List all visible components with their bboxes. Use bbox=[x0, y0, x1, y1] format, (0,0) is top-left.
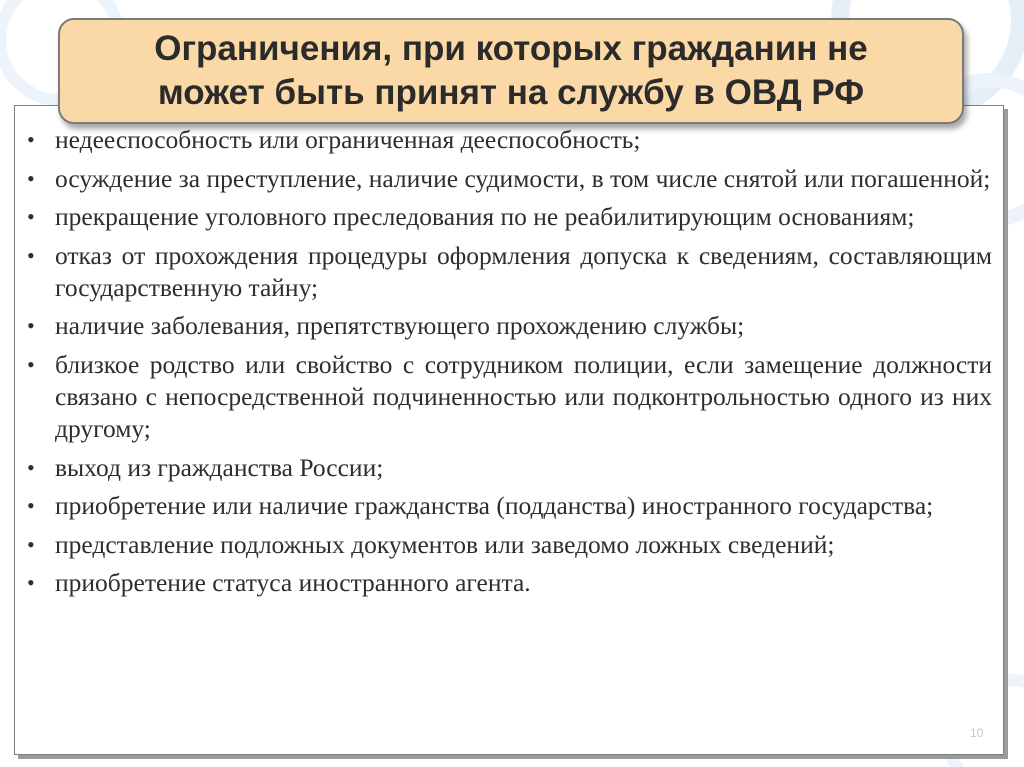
list-item-text: осуждение за преступление, наличие судимости, в том числе снятой или погашенной; bbox=[55, 163, 991, 193]
list-item bbox=[26, 201, 992, 233]
bullet-icon: • bbox=[27, 127, 35, 152]
list-item-text: наличие заболевания, препятствующего прохождению службы; bbox=[55, 311, 745, 341]
list-item bbox=[26, 124, 992, 156]
bullet-icon: • bbox=[27, 351, 35, 377]
list-item-text: отказ от прохождения процедуры оформления допуска к сведениям, составляющим государственную тайну; bbox=[55, 240, 992, 302]
bullet-icon: • bbox=[27, 493, 35, 519]
list-item-text: недееспособность или ограниченная дееспособность; bbox=[55, 125, 641, 154]
list-item bbox=[26, 240, 992, 304]
list-item-text: приобретение статуса иностранного агента. bbox=[55, 568, 531, 598]
bullet-icon: • bbox=[27, 454, 35, 480]
bullet-icon: • bbox=[27, 165, 35, 191]
title-banner bbox=[58, 18, 964, 124]
bullet-icon: • bbox=[27, 531, 35, 557]
list-item-text: близкое родство или свойство с сотрудником полиции, если замещение должности связано с непосредственной подчиненностью или подконтрольностью одного из них другому; bbox=[55, 349, 992, 443]
page-number: 10 bbox=[970, 726, 984, 740]
list-item bbox=[26, 452, 992, 484]
bullet-icon: • bbox=[27, 242, 35, 268]
bullet-icon: • bbox=[27, 570, 35, 596]
restrictions-list bbox=[26, 124, 992, 606]
slide-title: Ограничения, при которых гражданин не может быть принят на службу в ОВД РФ bbox=[154, 29, 868, 112]
list-item-text: прекращение уголовного преследования по не реабилитирующим основаниям; bbox=[55, 202, 915, 232]
list-item-text: представление подложных документов или заведомо ложных сведений; bbox=[55, 529, 835, 559]
list-item-text: выход из гражданства России; bbox=[55, 452, 384, 482]
list-item bbox=[26, 529, 992, 561]
list-item bbox=[26, 163, 992, 195]
bullet-icon: • bbox=[27, 313, 35, 339]
list-item bbox=[26, 310, 992, 342]
list-item bbox=[26, 567, 992, 599]
list-item bbox=[26, 349, 992, 445]
list-item bbox=[26, 490, 992, 522]
list-item-text: приобретение или наличие гражданства (подданства) иностранного государства; bbox=[55, 491, 934, 521]
bullet-icon: • bbox=[27, 204, 35, 230]
